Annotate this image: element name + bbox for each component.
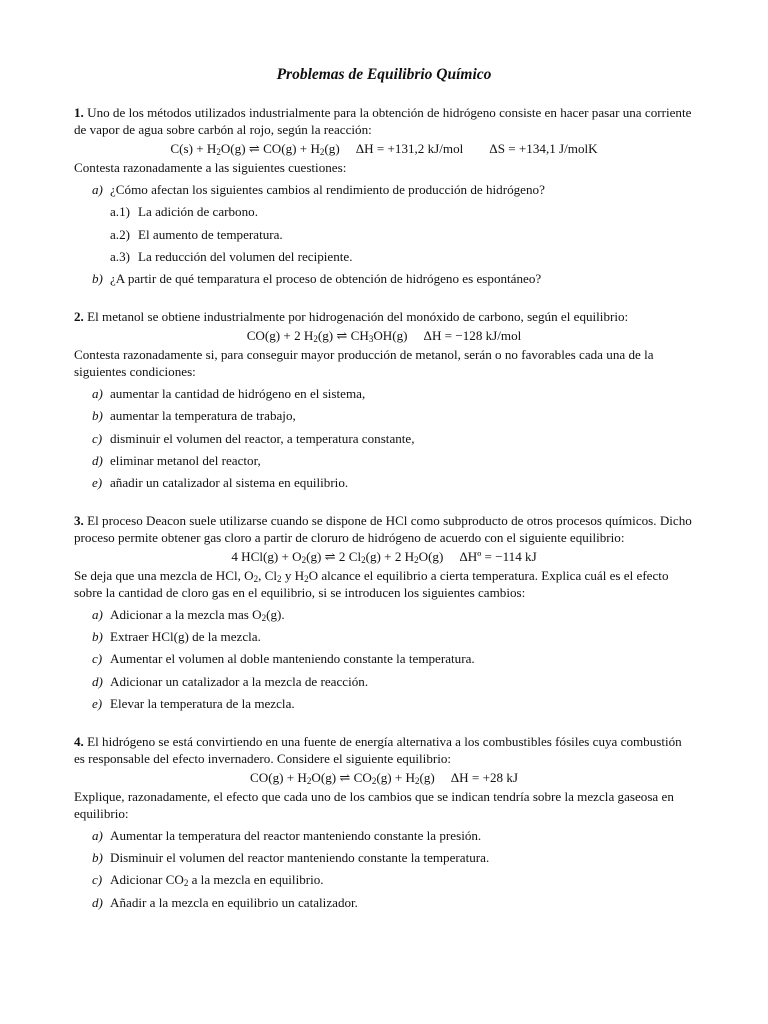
enthalpy-value: ΔH = −128 kJ/mol — [423, 327, 522, 343]
subscript: 2 — [313, 333, 318, 344]
item-letter: d) — [92, 452, 103, 468]
subscript: 2 — [414, 554, 419, 565]
item-text: La reducción del volumen del recipiente. — [138, 248, 353, 264]
subscript: 2 — [304, 573, 309, 584]
problem-4-equation — [74, 769, 694, 786]
problem-number: 4. — [74, 733, 84, 749]
problem-number: 3. — [74, 512, 84, 528]
item-letter: c) — [92, 651, 103, 667]
item-letter: b) — [92, 270, 103, 286]
item-letter: a) — [92, 386, 103, 402]
equation-part: (g) ⇌ CH — [317, 327, 369, 343]
problem-2 — [74, 308, 694, 491]
problem-2-item-a — [92, 385, 694, 402]
item-text: Aumentar la temperatura del reactor manteniendo constante la presión. — [110, 828, 482, 843]
item-letter: c) — [92, 872, 103, 888]
item-text: a la mezcla en equilibrio. — [188, 872, 324, 888]
item-text: aumentar la temperatura de trabajo, — [110, 408, 296, 424]
problem-4-statement: El hidrógeno se está convirtiendo en una fuente de energía alternativa a los combustibles fósiles cuya combustión es responsable del efecto invernadero. Considere el siguiente equilibrio: — [74, 733, 682, 766]
equation-part: (g) + 2 H — [365, 548, 415, 564]
problem-4-item-a — [92, 827, 694, 844]
subscript: 2 — [216, 147, 221, 157]
problem-number: 1. — [74, 105, 84, 120]
equation-part: (g) + H — [376, 769, 415, 785]
problem-1-question: Contesta razonadamente a las siguientes cuestiones: — [74, 160, 347, 175]
problem-2-question: Contesta razonadamente si, para conseguir mayor producción de metanol, serán o no favorables cada una de la siguientes condiciones: — [74, 346, 654, 379]
problem-4 — [74, 733, 694, 911]
item-text: Disminuir el volumen del reactor manteniendo constante la temperatura. — [110, 850, 490, 866]
item-text: Extraer HCl(g) de la mezcla. — [110, 629, 261, 645]
subscript: 2 — [414, 775, 420, 786]
equation-part: 4 HCl(g) + O — [231, 548, 302, 564]
item-text: Aumentar el volumen al doble manteniendo constante la temperatura. — [110, 651, 475, 667]
subscript: 2 — [361, 554, 366, 565]
problem-2-item-e — [92, 474, 694, 491]
problem-1-item-a — [92, 181, 694, 198]
subscript: 2 — [306, 775, 312, 786]
problem-4-intro — [74, 733, 694, 767]
question-part: y H — [281, 567, 305, 583]
problem-3-item-c — [92, 650, 694, 667]
problem-4-item-b — [92, 849, 694, 866]
item-letter: b) — [92, 850, 103, 866]
problem-3-item-b — [92, 628, 694, 645]
item-text: Adicionar CO — [110, 872, 184, 888]
subscript: 2 — [253, 573, 259, 584]
problem-3-item-e — [92, 695, 694, 712]
problem-2-equation — [74, 327, 694, 344]
problem-1 — [74, 104, 694, 287]
enthalpy-value: ΔHº = −114 kJ — [459, 548, 537, 564]
item-text: La adición de carbono. — [138, 204, 258, 220]
item-text: Adicionar un catalizador a la mezcla de reacción. — [110, 673, 369, 689]
item-letter: a) — [92, 182, 103, 198]
item-text: añadir un catalizador al sistema en equilibrio. — [110, 474, 349, 490]
item-letter: b) — [92, 629, 103, 645]
entropy-value: ΔS = +134,1 J/molK — [489, 141, 598, 156]
item-letter: e) — [92, 695, 103, 711]
problem-1-equation — [74, 140, 694, 157]
equation-part: CO(g) + 2 H — [246, 327, 314, 343]
equation-part: CO(g) + H — [250, 769, 307, 785]
item-letter: a) — [92, 828, 103, 843]
problem-2-item-b — [92, 407, 694, 424]
item-text: aumentar la cantidad de hidrógeno en el sistema, — [110, 386, 366, 402]
item-text: (g). — [266, 607, 285, 623]
item-text: ¿Cómo afectan los siguientes cambios al rendimiento de producción de hidrógeno? — [110, 182, 545, 198]
problem-3-statement: El proceso Deacon suele utilizarse cuando se dispone de HCl como subproducto de otros procesos químicos. Dicho proceso permite obtener gas cloro a partir de cloruro de hidrógeno de acuerdo con el siguiente equilibrio: — [74, 512, 692, 545]
equation-part: O(g) — [418, 548, 444, 564]
problem-2-item-c — [92, 430, 694, 447]
enthalpy-value: ΔH = +131,2 kJ/mol — [355, 141, 464, 156]
item-text: Añadir a la mezcla en equilibrio un catalizador. — [110, 894, 358, 910]
item-letter: a.1) — [110, 204, 130, 220]
equation-part: O(g) ⇌ CO(g) + H — [220, 141, 320, 156]
page-title: Problemas de Equilibrio Químico — [276, 66, 492, 83]
problem-1-subitem-a3 — [110, 248, 694, 265]
item-letter: e) — [92, 474, 103, 490]
item-text: Adicionar a la mezcla mas O — [110, 607, 262, 623]
problem-2-statement: El metanol se obtiene industrialmente por hidrogenación del monóxido de carbono, según el equilibrio: — [87, 308, 629, 324]
item-letter: b) — [92, 408, 103, 424]
item-letter: c) — [92, 430, 103, 446]
problem-3-intro — [74, 512, 694, 546]
question-part: O alcance el equilibrio a cierta temperatura. Explica cuál es el efecto sobre la cantidad de cloro gas en el equilibrio, si se introducen los siguientes cambios: — [74, 567, 669, 600]
problem-4-question: Explique, razonadamente, el efecto que cada uno de los cambios que se indican tendría sobre la mezcla gaseosa en equilibrio: — [74, 788, 674, 821]
problem-1-intro — [74, 104, 694, 138]
equation-part: (g) — [324, 141, 340, 156]
equation-part: C(s) + H — [170, 141, 217, 156]
item-text: ¿A partir de qué temparatura el proceso de obtención de hidrógeno es espontáneo? — [110, 270, 542, 286]
item-letter: a.3) — [110, 248, 130, 264]
subscript: 2 — [301, 554, 307, 565]
problem-3 — [74, 512, 694, 712]
equation-part: OH(g) — [373, 327, 408, 343]
problem-2-intro — [74, 308, 694, 325]
subscript: 3 — [368, 333, 374, 344]
subscript: 2 — [183, 878, 189, 889]
subscript: 2 — [371, 775, 377, 786]
enthalpy-value: ΔH = +28 kJ — [450, 769, 518, 785]
equation-part: (g) ⇌ 2 Cl — [306, 548, 362, 564]
equation-part: (g) — [419, 769, 435, 785]
item-text: El aumento de temperatura. — [138, 226, 283, 242]
question-part: Se deja que una mezcla de HCl, O — [74, 567, 254, 583]
item-letter: a.2) — [110, 226, 130, 242]
problem-2-item-d — [92, 452, 694, 469]
item-letter: d) — [92, 894, 103, 910]
subscript: 2 — [261, 613, 267, 624]
problem-3-item-d — [92, 673, 694, 690]
item-text: eliminar metanol del reactor, — [110, 452, 261, 468]
problem-1-subitem-a2 — [110, 226, 694, 243]
problem-4-item-c — [92, 871, 694, 888]
question-part: , Cl — [258, 567, 278, 583]
problem-3-question — [74, 567, 694, 601]
subscript: 2 — [319, 147, 325, 157]
item-text: Elevar la temperatura de la mezcla. — [110, 695, 295, 711]
problem-3-item-a — [92, 606, 694, 623]
problem-4-item-d — [92, 894, 694, 911]
item-text: disminuir el volumen del reactor, a temperatura constante, — [110, 430, 415, 446]
problem-number: 2. — [74, 308, 84, 324]
item-letter: d) — [92, 673, 103, 689]
problem-1-subitem-a1 — [110, 203, 694, 220]
item-letter: a) — [92, 607, 103, 623]
equation-part: O(g) ⇌ CO — [311, 769, 372, 785]
problem-3-equation — [74, 548, 694, 565]
problem-1-statement: Uno de los métodos utilizados industrialmente para la obtención de hidrógeno consiste en hacer pasar una corriente de vapor de agua sobre carbón al rojo, según la reacción: — [74, 105, 692, 137]
subscript: 2 — [277, 573, 282, 584]
problem-1-item-b — [92, 270, 694, 287]
